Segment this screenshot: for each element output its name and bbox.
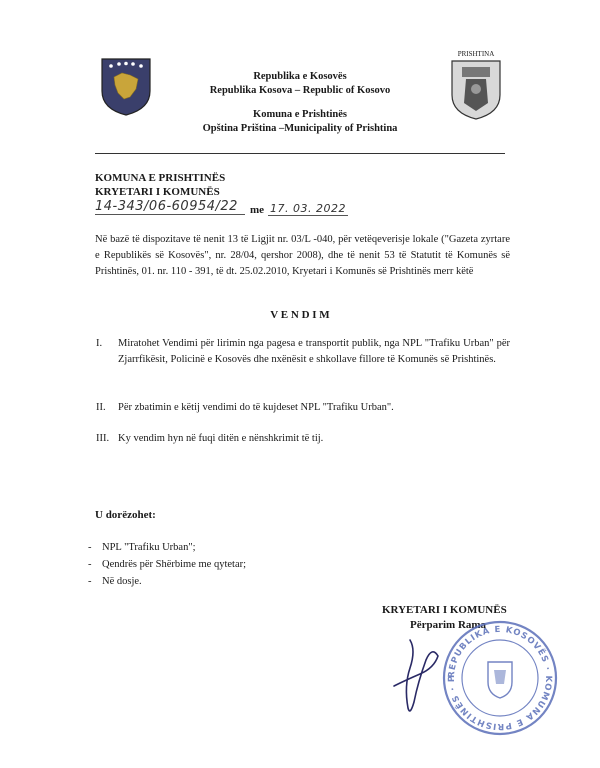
header-line-3: Komuna e Prishtinës xyxy=(253,109,347,120)
header-divider xyxy=(95,153,505,154)
date-prefix: me xyxy=(250,204,265,216)
article-1-number: I. xyxy=(96,338,103,349)
delivery-item-2: Qendrës për Shërbime me qytetar; xyxy=(102,559,247,570)
official-stamp xyxy=(440,618,560,738)
document-date: 17. 03. 2022 xyxy=(268,202,348,216)
delivery-bullet-2: - xyxy=(88,559,92,570)
article-2-number: II. xyxy=(96,402,106,413)
stamp-text: REPUBLIKA E KOSOVËS · KOMUNA E PRISHTINËS · P xyxy=(446,624,554,732)
office-line-1: KOMUNA E PRISHTINËS xyxy=(95,172,226,184)
intro-paragraph: Në bazë të dispozitave të nenit 13 të Ligjit nr. 03/L -040, për vetëqeverisje lokale ("Gazeta zyrtare e Republikës së Kosovës", nr. 28/04, qershor 2008), dhe të nenit 53 të Statutit të Komunës së Prishtinës, 01. nr. 110 - 391, të dt. 25.02.2010, Kryetari i Komunës së Prishtinës merr këtë xyxy=(95,234,510,277)
decision-title: V E N D I M xyxy=(270,309,330,321)
prishtina-emblem xyxy=(448,50,504,122)
article-3 xyxy=(96,431,510,447)
delivery-bullet-1: - xyxy=(88,542,92,553)
delivery-item-3: Në dosje. xyxy=(102,576,142,587)
header-line-2: Republika Kosova – Republic of Kosovo xyxy=(209,85,391,96)
header-line-4: Opština Priština –Municipality of Prishtina xyxy=(202,123,398,134)
article-3-text: Ky vendim hyn në fuqi ditën e nënshkrimit të tij. xyxy=(118,433,324,444)
delivery-bullet-3: - xyxy=(88,576,92,587)
article-2-text: Për zbatimin e këtij vendimi do të kujdeset NPL "Trafiku Urban". xyxy=(118,402,394,413)
article-1 xyxy=(96,336,510,368)
header-municipality xyxy=(170,108,430,136)
reference-number: 14-343/06-60954/22 xyxy=(95,199,245,215)
signatory-name: Përparim Rama xyxy=(410,619,487,631)
article-2 xyxy=(96,400,510,416)
delivery-item-1: NPL "Trafiku Urban"; xyxy=(102,542,196,553)
kosovo-emblem xyxy=(100,55,152,117)
header-state xyxy=(170,70,430,98)
signatory-role: KRYETARI I KOMUNËS xyxy=(382,604,507,616)
article-3-number: III. xyxy=(96,433,110,444)
delivery-heading: U dorëzohet: xyxy=(95,509,156,521)
article-1-text: Miratohet Vendimi për lirimin nga pagesa e transportit publik, nga NPL "Trafiku Urban" për Zjarrfikësit, Policinë e Kosovës dhe nxënësit e shkollave fillore të Komunës së Prishtinës. xyxy=(118,338,510,365)
prishtina-emblem-label: PRISHTINA xyxy=(457,50,495,58)
header-line-1: Republika e Kosovës xyxy=(253,71,347,82)
office-line-2: KRYETARI I KOMUNËS xyxy=(95,186,220,198)
